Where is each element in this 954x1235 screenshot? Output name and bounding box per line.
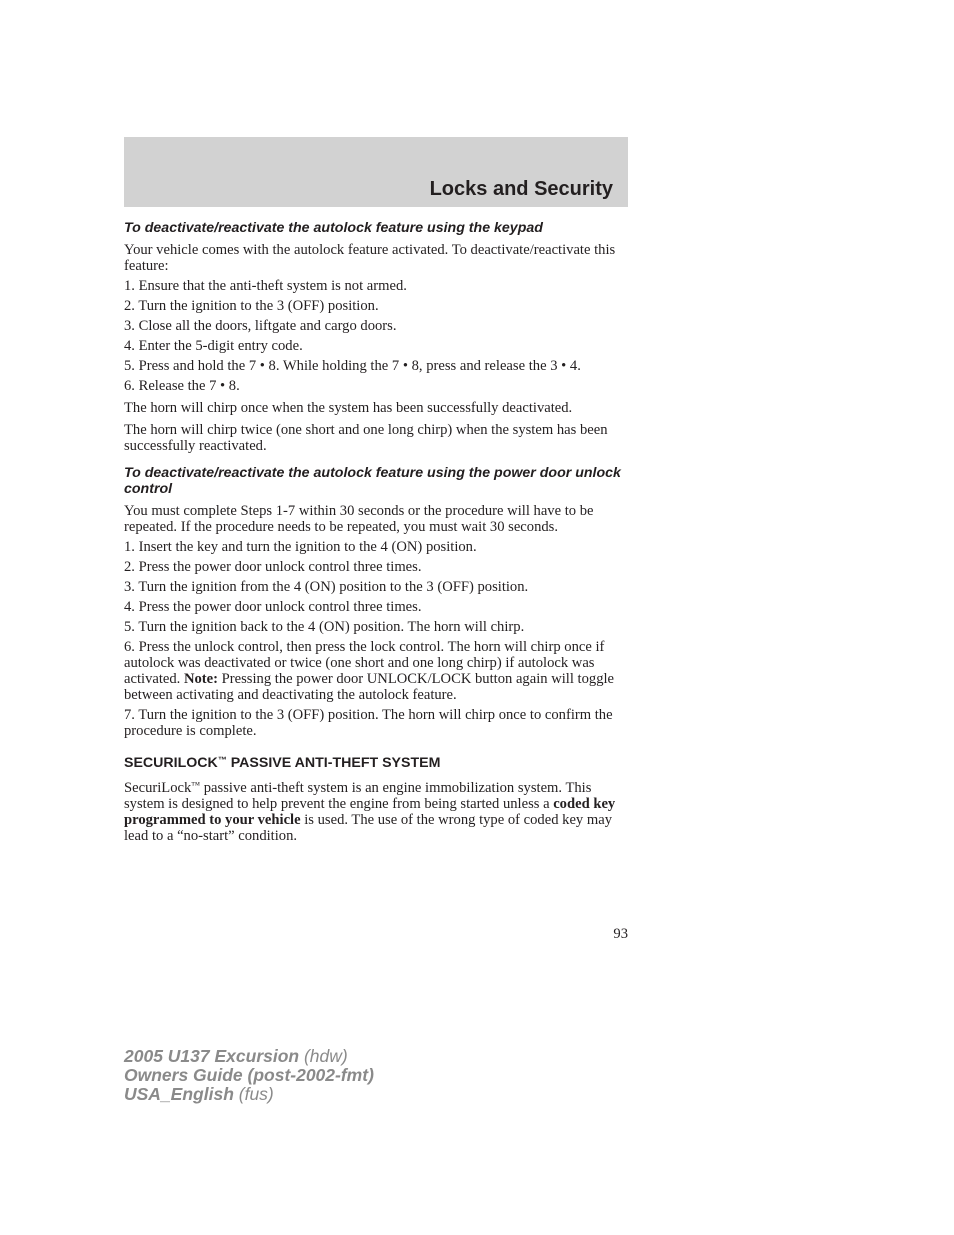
power-door-section-heading: To deactivate/reactivate the autolock feature using the power door unlock control: [124, 465, 621, 497]
footer-line-1: 2005 U137 Excursion (hdw): [124, 1046, 348, 1066]
power-door-step: 3. Turn the ignition from the 4 (ON) position to the 3 (OFF) position.: [124, 579, 529, 595]
main-content: [124, 220, 624, 848]
page-number: 93: [613, 926, 628, 942]
step6-note-text: Pressing the power door UNLOCK/LOCK button again will toggle between activating and deactivating the autolock feature.: [124, 671, 615, 703]
power-door-step: 2. Press the power door unlock control three times.: [124, 559, 422, 575]
reactivated-note: The horn will chirp twice (one short and one long chirp) when the system has been successfully reactivated.: [124, 422, 608, 454]
keypad-step: 2. Turn the ignition to the 3 (OFF) position.: [124, 298, 379, 314]
keypad-step: 1. Ensure that the anti-theft system is not armed.: [124, 278, 407, 294]
step6-text: 6. Press the unlock control, then press the lock control. The horn will chirp once if autolock was deactivated or twice (one short and one long chirp) if autolock was activated.: [124, 639, 605, 687]
power-door-step-7: 7. Turn the ignition to the 3 (OFF) position. The horn will chirp once to confirm the procedure is complete.: [124, 707, 613, 739]
coded-key-emphasis: coded key programmed to your vehicle: [124, 796, 616, 828]
header-band: [124, 137, 628, 207]
power-door-step: 1. Insert the key and turn the ignition to the 4 (ON) position.: [124, 539, 477, 555]
power-door-step: 4. Press the power door unlock control three times.: [124, 599, 422, 615]
page-title: Locks and Security: [429, 178, 613, 200]
keypad-step: 3. Close all the doors, liftgate and cargo doors.: [124, 318, 397, 334]
document-footer: [124, 1047, 374, 1104]
footer-line-3: USA_English (fus): [124, 1084, 274, 1104]
power-door-step: 5. Turn the ignition back to the 4 (ON) position. The horn will chirp.: [124, 619, 525, 635]
securilock-heading: SECURILOCK™ PASSIVE ANTI-THEFT SYSTEM: [124, 755, 441, 771]
power-door-step-6: [124, 639, 624, 703]
keypad-step: 4. Enter the 5-digit entry code.: [124, 338, 303, 354]
trademark-symbol: ™: [217, 755, 227, 765]
footer-line-2: Owners Guide (post-2002-fmt): [124, 1065, 374, 1085]
securilock-body: SecuriLock™ passive anti-theft system is an engine immobilization system. This system is designed to help prevent the engine from being started unless a coded key programmed to your vehicle is used. The use of the wrong type of coded key may lead to a “no-start” condition.: [124, 780, 616, 844]
note-label: Note:: [183, 671, 219, 687]
power-door-intro: You must complete Steps 1-7 within 30 seconds or the procedure will have to be repeated. If the procedure needs to be repeated, you must wait 30 seconds.: [124, 503, 594, 535]
trademark-symbol: ™: [191, 780, 201, 790]
keypad-section-heading: To deactivate/reactivate the autolock feature using the keypad: [124, 220, 543, 236]
keypad-intro: Your vehicle comes with the autolock feature activated. To deactivate/reactivate this feature:: [124, 242, 616, 274]
keypad-step: 6. Release the 7 • 8.: [124, 378, 240, 394]
deactivated-note: The horn will chirp once when the system has been successfully deactivated.: [124, 400, 573, 416]
keypad-step: 5. Press and hold the 7 • 8. While holding the 7 • 8, press and release the 3 • 4.: [124, 358, 581, 374]
